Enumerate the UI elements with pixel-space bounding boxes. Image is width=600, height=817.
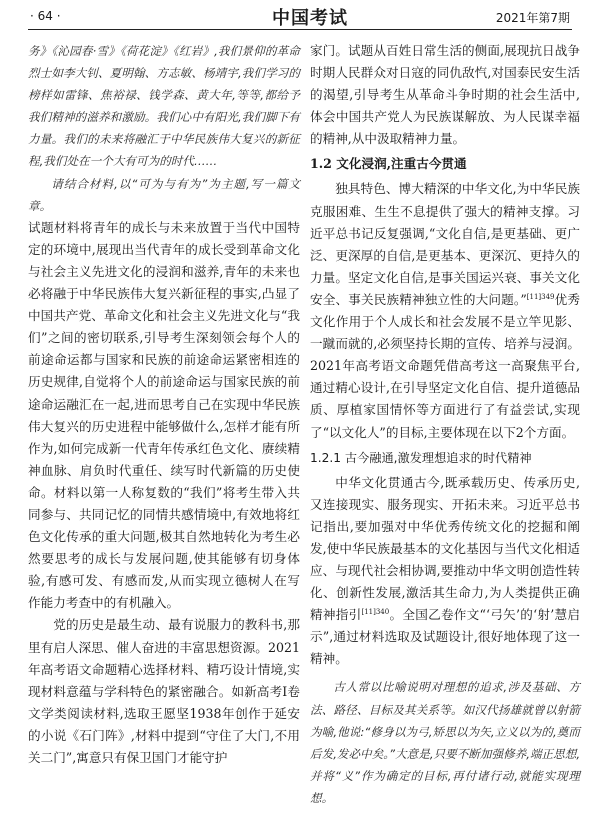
- right-column: [310, 40, 580, 809]
- body-paragraph: 党的历史是最生动、最有说服力的教科书,那里有启人深思、催人奋进的丰富思想资源。2021年高考语文命题精心选择材料、精巧设计情境,实现材料意蕴与学科特色的紧密融合。如新高考Ⅰ卷文学类阅读材料,选取王愿坚1938年创作于延安的小说《石门阵》,材料中提到“守住了大门,不用关二门”,寓意只有保卫国门才能守护: [28, 617, 300, 765]
- page-number: · 64 ·: [30, 9, 61, 23]
- citation: [11]349: [526, 292, 555, 301]
- paragraph-text: 独具特色、博大精深的中华文化,为中华民族克服困难、生生不息提供了强大的精神支撑。习近平总书记反复强调,“文化自信,是更基础、更广泛、更深厚的自信,是更基本、更深沉、更持久的力量。坚定文化自信,是事关国运兴衰、事关文化安全、事关民族精神独立性的大问题。”: [310, 181, 580, 307]
- paragraph-text: 。全国乙卷作文“‘弓矢’的‘射’慧启示”,通过材料选取及试题设计,很好地体现了这一精神。: [310, 607, 581, 667]
- page-header: [0, 0, 600, 30]
- paragraph-text: 优秀文化作用于个人成长和社会发展不是立竿见影、一蹴而就的,必须坚持长期的宣传、培养与浸润。2021年高考语文命题凭借高考这一高聚焦平台,通过精心设计,在引导坚定文化自信、提升道德品质、厚植家国情怀等方面进行了有益尝试,实现了“以文化人”的目标,主要体现在以下2个方面。: [310, 291, 581, 440]
- issue-label: 2021年第7期: [495, 11, 570, 25]
- header-rule: [28, 29, 572, 30]
- exam-prompt-instruction: 请结合材料,以“可为与有为”为主题,写一篇文章。: [28, 176, 300, 213]
- body-paragraph: 试题材料将青年的成长与未来放置于当代中国特定的环境中,展现出当代青年的成长受到革命文化与社会主义先进文化的浸润和滋养,青年的未来也必将融于中华民族伟大复兴新征程的事实,凸显了中国共产党、革命文化和社会主义先进文化与“我们”之间的密切联系,引导考生深刻领会每个人的前途命运都与国家和民族的前途命运紧密相连的历史规律,自觉将个人的前途命运与国家民族的前途命运融汇在一起,进而思考自己在实现中华民族伟大复兴的历史进程中能够做什么,怎样才能有所作为,如何完成新一代青年传承红色文化、赓续精神血脉、肩负时代重任、续写时代新篇的历史使命。材料以第一人称复数的“我们”将考生带入共同参与、共同记忆的同情共感情境中,有效地将红色文化传承的重大问题,极其自然地转化为考生必然要思考的成长与发展问题,使其能够有切身体验,有感可发、有感而发,从而实现立德树人在写作能力考查中的有机融入。: [28, 219, 300, 611]
- magazine-title: 中国考试: [272, 8, 348, 29]
- left-column: [28, 40, 300, 769]
- exam-prompt-quote: 务》《沁园春·雪》《荷花淀》《红岩》,我们景仰的革命烈士如李大钊、夏明翰、方志敏、杨靖宇,我们学习的榜样如雷锋、焦裕禄、钱学森、黄大年,等等,都给予我们精神的滋养和激励。我们心中有阳光,我们脚下有力量。我们的未来将融汇于中华民族伟大复兴的新征程,我们处在一个大有可为的时代……: [28, 44, 300, 169]
- body-paragraph: [310, 472, 580, 671]
- citation: [11]340: [361, 607, 390, 616]
- subsection-heading: 1.2.1 古今融通,激发理想追求的时代精神: [310, 450, 532, 465]
- paragraph-text: 中华文化贯通古今,既承载历史、传承历史,又连接现实、服务现实、开拓未来。习近平总书记指出,要加强对中华优秀传统文化的挖掘和阐发,使中华民族最基本的文化基因与当代文化相适应、与现代社会相协调,要推动中华文明创造性转化、创新性发展,激活其生命力,为人类提供正确精神指引: [310, 474, 580, 623]
- body-paragraph: 家门。试题从百姓日常生活的侧面,展现抗日战争时期人民群众对日寇的同仇敌忾,对国泰民安生活的渴望,引导考生从革命斗争时期的社会生活中,体会中国共产党人为民族谋解放、为人民谋幸福的精神,从中汲取精神力量。: [310, 43, 580, 147]
- exam-prompt-quote: 古人常以比喻说明对理想的追求,涉及基础、方法、路径、目标及其关系等。如汉代扬雄就曾以射箭为喻,他说:“修身以为弓,矫思以为矢,立义以为的,奠而后发,发必中矣。”大意是,只要不断加强修养,端正思想,并将“义”作为确定的目标,再付诸行动,就能实现理想。: [310, 680, 581, 805]
- body-paragraph: [310, 178, 580, 443]
- section-heading: 1.2 文化浸润,注重古今贯通: [310, 156, 467, 172]
